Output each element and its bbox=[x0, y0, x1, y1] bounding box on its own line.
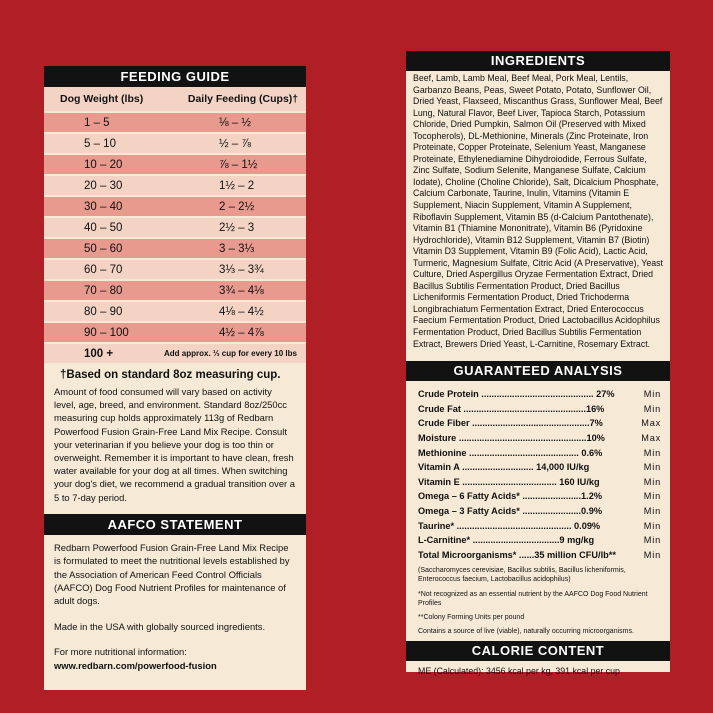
analysis-title: GUARANTEED ANALYSIS bbox=[406, 361, 670, 381]
feeding-weight: 70 – 80 bbox=[84, 284, 123, 297]
analysis-minmax: Max bbox=[641, 433, 661, 444]
feeding-weight: 1 – 5 bbox=[84, 116, 110, 129]
feeding-amount: 3 – 3⅓ bbox=[219, 242, 255, 255]
feeding-row bbox=[44, 260, 306, 279]
col-weight-header: Dog Weight (lbs) bbox=[60, 93, 144, 105]
analysis-minmax: Min bbox=[643, 506, 661, 517]
feeding-amount: ⅞ – 1½ bbox=[219, 158, 258, 171]
analysis-minmax: Min bbox=[643, 403, 661, 414]
analysis-nutrient: Crude Fiber ..............................................7% bbox=[418, 418, 603, 429]
analysis-minmax: Min bbox=[643, 462, 661, 473]
analysis-nutrient: Taurine* ............................................. 0.09% bbox=[418, 520, 601, 531]
aafco-statement: Redbarn Powerfood Fusion Grain-Free Land Mix Recipe is formulated to meet the nutritional levels established by the Association of American Feed Control Officials (AAFCO) Dog Food Nutrient Profiles for maintenance of adult dogs. bbox=[54, 541, 290, 607]
feeding-weight: 5 – 10 bbox=[84, 137, 116, 150]
analysis-minmax: Min bbox=[643, 447, 661, 458]
feeding-weight: 90 – 100 bbox=[84, 326, 129, 339]
feeding-amount: 1½ – 2 bbox=[219, 179, 255, 192]
analysis-minmax: Min bbox=[643, 491, 661, 502]
analysis-row bbox=[418, 416, 661, 431]
analysis-nutrient: L-Carnitine* ..................................9 mg/kg bbox=[418, 535, 595, 546]
cfu-note: **Colony Forming Units per pound bbox=[418, 613, 525, 621]
analysis-row bbox=[418, 518, 661, 533]
analysis-nutrient: Moisture ..................................................10% bbox=[418, 433, 605, 444]
feeding-weight: 80 – 90 bbox=[84, 305, 123, 318]
analysis-minmax: Min bbox=[643, 520, 661, 531]
calorie-title: CALORIE CONTENT bbox=[406, 641, 670, 661]
analysis-table bbox=[418, 387, 661, 562]
ingredients-title: INGREDIENTS bbox=[406, 51, 670, 71]
analysis-minmax: Min bbox=[643, 549, 661, 560]
analysis-nutrient: Total Microorganisms* ......35 million CFU/lb** bbox=[418, 549, 616, 560]
feeding-row bbox=[44, 197, 306, 216]
analysis-row bbox=[418, 489, 661, 504]
organisms-note: (Saccharomyces cerevisiae, Bacillus subtilis, Bacillus licheniformis, Enterococcus faecium, Lactobacillus acidophilus) bbox=[418, 567, 626, 584]
analysis-notes bbox=[418, 566, 661, 636]
feeding-amount: 2 – 2½ bbox=[219, 200, 255, 213]
analysis-row bbox=[418, 548, 661, 563]
right-panel bbox=[406, 51, 670, 677]
feeding-amount: ½ – ⅞ bbox=[219, 137, 251, 150]
analysis-row bbox=[418, 402, 661, 417]
analysis-minmax: Max bbox=[641, 418, 661, 429]
col-daily-header: Daily Feeding (Cups)† bbox=[187, 93, 299, 105]
analysis-section bbox=[406, 381, 670, 636]
analysis-row bbox=[418, 533, 661, 548]
feeding-guide-table bbox=[44, 113, 306, 363]
feeding-text: Amount of food consumed will vary based on activity level, age, breed, and environment. Standard 8oz/250cc measuring cup holds approximately 113g of Redbarn Powerfood Fusion Grain-Free Land Mix Recipe. Consult your veterinarian if you believe your dog is too thin or overweight. Remember it is important to have clean, fresh water available for your dog at all times. When switching your dog's diet, we recommend a gradual transition over a 5 to 7-day period. bbox=[54, 386, 295, 503]
left-panel bbox=[44, 66, 306, 690]
feeding-row bbox=[44, 302, 306, 321]
analysis-nutrient: Omega – 6 Fatty Acids* .......................1.2% bbox=[418, 491, 602, 502]
feeding-row bbox=[44, 176, 306, 195]
ingredients-text: Beef, Lamb, Lamb Meal, Beef Meal, Pork Meal, Lentils, Garbanzo Beans, Peas, Sweet Potato, Potato, Sunflower Oil, Dried Yeast, Flaxseed, Miscanthus Grass, Sunflower Meal, Beef Lung, Natural Flavor, Beef Liver, Tapioca Starch, Potassium Chloride, Dried Pumpkin, Salmon Oil (Preserved with Mixed Tocopherols), DL-Methionine, Minerals (Zinc Proteinate, Iron Proteinate, Copper Proteinate, Selenium Yeast, Manganese Proteinate, Ethylenediamine Dihydroiodide, Ferrous Sulfate, Zinc Sulfate, Sodium Selenite, Manganese Sulfate, Calcium Iodate), Choline (Choline Chloride), Salt, Dicalcium Phosphate, Calcium Carbonate, Taurine, Inulin, Vitamins (Vitamin E Supplement, Niacin Supplement, Vitamin A Supplement, Riboflavin Supplement, Vitamin B5 (d-Calcium Pantothenate), Vitamin B1 (Thiamine Mononitrate), Vitamin B6 (Pyridoxine Hydrochloride), Vitamin B12 Supplement, Vitamin B7 (Biotin) Vitamin D3 Supplement, Vitamin B9 (Folic Acid), Lactic Acid, Turmeric, Magnesium Sulfate, Citric Acid (A Preservative), Yeast Culture, Dried Aspergillus Oryzae Fermentation Extract, Dried Bacillus Subtilis Fermentation Product, Dried Bacillus Licheniformis Fermentation Product, Dried Trichoderma Longibrachiatum Fermentation Extract, Dried Enterococcus Faecium Fermentation Product, Dried Lactobacillus Acidophilus Fermentation Product, Dried Bacillus Subtilis Fermentation Extract, Brewers Dried Yeast, L-Carnitine, Rosemary Extract. bbox=[413, 73, 663, 349]
analysis-row bbox=[418, 431, 661, 446]
feeding-guide-header bbox=[44, 87, 306, 111]
feeding-weight: 40 – 50 bbox=[84, 221, 123, 234]
feeding-row bbox=[44, 134, 306, 153]
aafco-note: *Not recognized as an essential nutrient by the AAFCO Dog Food Nutrient Profiles bbox=[418, 590, 648, 607]
analysis-minmax: Min bbox=[643, 476, 661, 487]
feeding-weight: 20 – 30 bbox=[84, 179, 123, 192]
analysis-nutrient: Vitamin E ..................................... 160 IU/kg bbox=[418, 476, 600, 487]
analysis-nutrient: Crude Fat ................................................16% bbox=[418, 403, 605, 414]
aafco-title: AAFCO STATEMENT bbox=[44, 514, 306, 535]
feeding-weight: 30 – 40 bbox=[84, 200, 123, 213]
analysis-minmax: Min bbox=[643, 389, 661, 400]
feeding-weight: 10 – 20 bbox=[84, 158, 123, 171]
analysis-nutrient: Methionine ........................................... 0.6% bbox=[418, 447, 603, 458]
analysis-nutrient: Vitamin A ............................ 14,000 IU/kg bbox=[418, 462, 590, 473]
more-info-text: For more nutritional information: bbox=[54, 646, 187, 658]
feeding-amount: 2½ – 3 bbox=[219, 221, 255, 234]
feeding-amount: Add approx. ⅓ cup for every 10 lbs bbox=[164, 349, 297, 358]
feeding-row bbox=[44, 218, 306, 237]
analysis-nutrient: Crude Protein ............................................ 27% bbox=[418, 389, 615, 400]
feeding-weight: 60 – 70 bbox=[84, 263, 123, 276]
analysis-row bbox=[418, 475, 661, 490]
feeding-row bbox=[44, 155, 306, 174]
feeding-weight: 100 + bbox=[84, 347, 114, 360]
aafco-section bbox=[44, 535, 306, 672]
analysis-row bbox=[418, 387, 661, 402]
feeding-amount: 3¾ – 4⅛ bbox=[219, 284, 264, 297]
feeding-weight: 50 – 60 bbox=[84, 242, 123, 255]
feeding-row bbox=[44, 344, 306, 363]
feeding-guide-title: FEEDING GUIDE bbox=[44, 66, 306, 87]
feeding-amount: 3⅓ – 3¾ bbox=[219, 263, 264, 276]
feeding-amount: ⅛ – ½ bbox=[219, 116, 251, 129]
live-note: Contains a source of live (viable), naturally occurring microorganisms. bbox=[418, 628, 634, 636]
analysis-minmax: Min bbox=[643, 535, 661, 546]
feeding-row bbox=[44, 113, 306, 132]
feeding-row bbox=[44, 323, 306, 342]
feeding-row bbox=[44, 281, 306, 300]
analysis-row bbox=[418, 445, 661, 460]
calorie-text: ME (Calculated): 3456 kcal per kg, 391 kcal per cup bbox=[418, 666, 620, 677]
feeding-amount: 4½ – 4⅞ bbox=[219, 326, 264, 339]
website-link[interactable]: www.redbarn.com/powerfood-fusion bbox=[54, 659, 217, 671]
analysis-row bbox=[418, 504, 661, 519]
analysis-nutrient: Omega – 3 Fatty Acids* .......................0.9% bbox=[418, 506, 602, 517]
feeding-amount: 4⅛ – 4½ bbox=[219, 305, 264, 318]
feeding-footnote: †Based on standard 8oz measuring cup. bbox=[60, 369, 281, 381]
made-in-text: Made in the USA with globally sourced ingredients. bbox=[54, 620, 266, 632]
feeding-row bbox=[44, 239, 306, 258]
analysis-row bbox=[418, 460, 661, 475]
